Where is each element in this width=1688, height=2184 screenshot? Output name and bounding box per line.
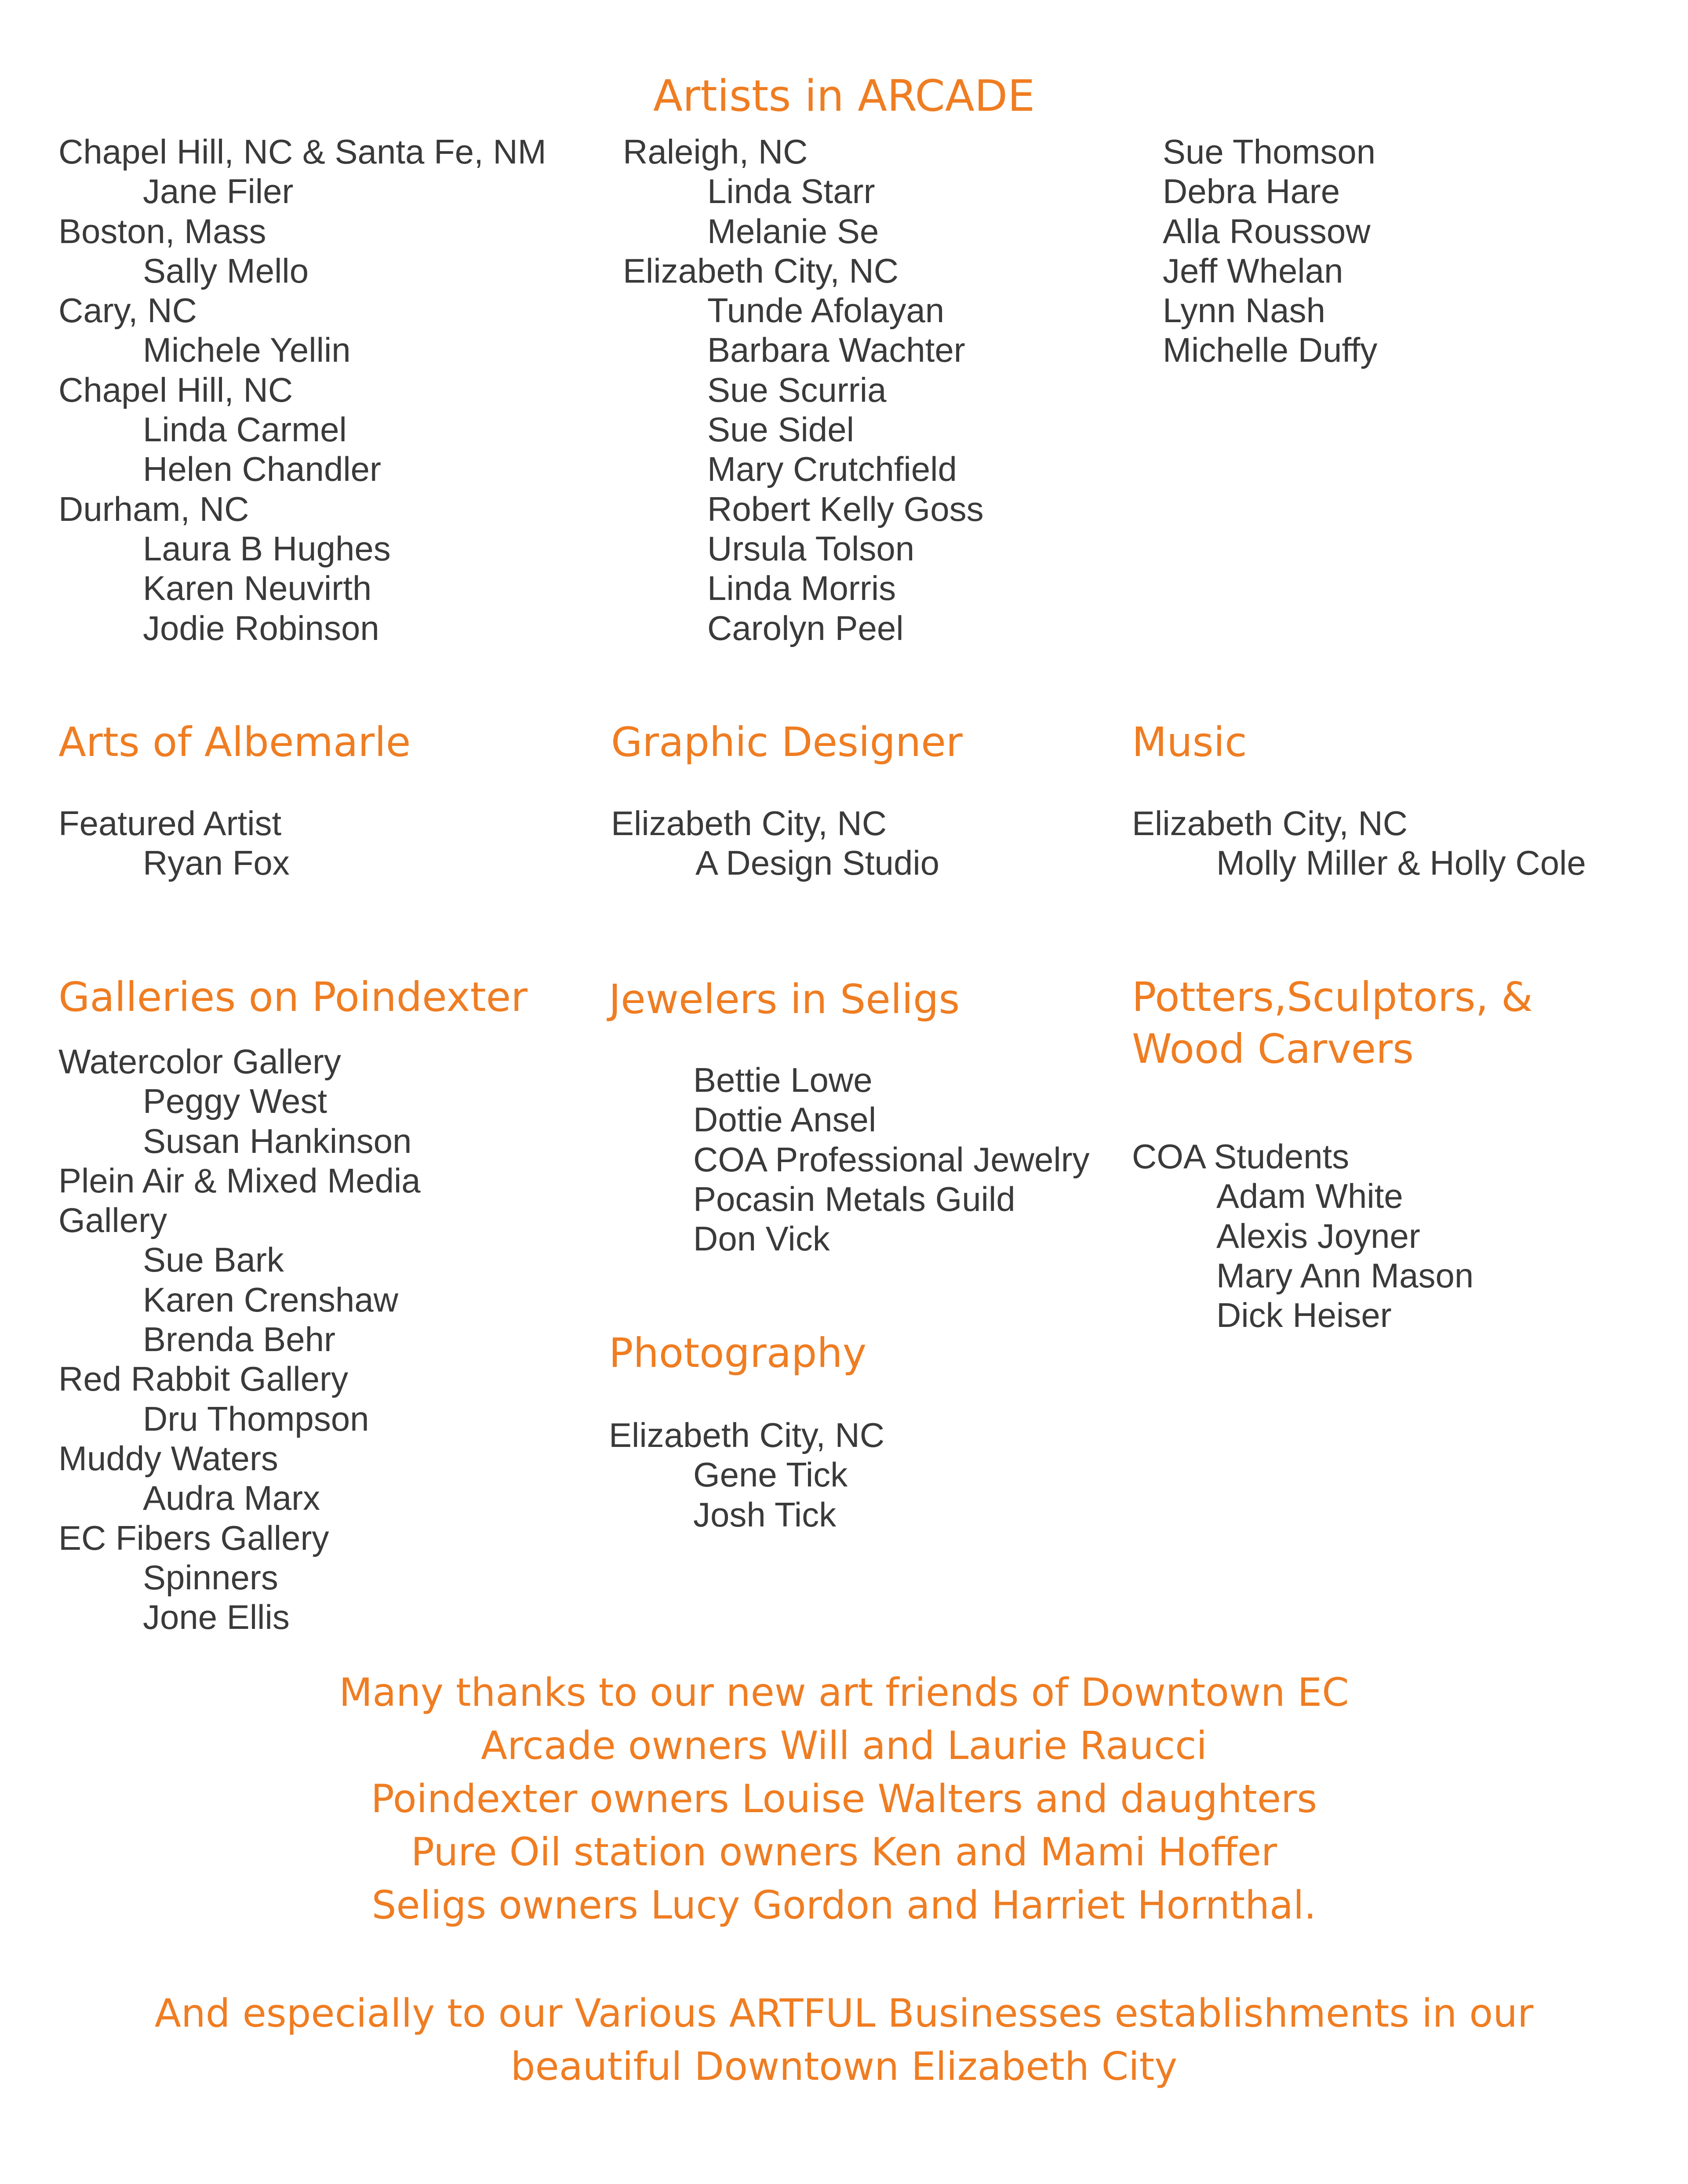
list-item-name: Barbara Wachter bbox=[707, 331, 965, 370]
list-item-name: Sally Mello bbox=[143, 251, 309, 290]
list-item-name: Jodie Robinson bbox=[143, 608, 379, 647]
list-item-heading: Durham, NC bbox=[58, 489, 249, 528]
photography-list bbox=[609, 1415, 884, 1534]
thanks-line: Many thanks to our new art friends of Downtown EC bbox=[339, 1670, 1349, 1715]
list-item-name: Pocasin Metals Guild bbox=[693, 1179, 1015, 1218]
graphic-designer-list bbox=[611, 803, 939, 883]
list-item-name: Adam White bbox=[1216, 1177, 1403, 1216]
list-item-name: Karen Neuvirth bbox=[143, 569, 372, 608]
list-item-name: Bettie Lowe bbox=[693, 1061, 873, 1099]
list-item-name: Peggy West bbox=[143, 1082, 327, 1121]
albemarle-title: Arts of Albemarle bbox=[58, 719, 411, 766]
arcade-list-col3 bbox=[1163, 132, 1377, 370]
list-item-name: Molly Miller & Holly Cole bbox=[1216, 843, 1586, 883]
list-item-heading: Alla Roussow bbox=[1163, 211, 1371, 251]
list-item-heading: EC Fibers Gallery bbox=[58, 1518, 329, 1557]
list-item-heading: Jeff Whelan bbox=[1163, 251, 1343, 290]
list-item-name: Robert Kelly Goss bbox=[707, 489, 984, 528]
list-item-heading: Featured Artist bbox=[58, 804, 282, 843]
list-item-name: Jane Filer bbox=[143, 172, 294, 211]
list-item-heading: Cary, NC bbox=[58, 291, 197, 330]
list-item-name: Tunde Afolayan bbox=[707, 291, 945, 330]
list-item-name: Linda Carmel bbox=[143, 410, 347, 449]
list-item-name: Karen Crenshaw bbox=[143, 1280, 398, 1319]
potters-title-line1: Potters,Sculptors, & bbox=[1132, 974, 1533, 1021]
list-item-name: Mary Crutchfield bbox=[707, 450, 957, 489]
list-item-name: Audra Marx bbox=[143, 1479, 320, 1518]
list-item-name: Helen Chandler bbox=[143, 450, 382, 489]
list-item-name: Dru Thompson bbox=[143, 1399, 369, 1438]
list-item-name: Dottie Ansel bbox=[693, 1100, 877, 1139]
thanks-line: Arcade owners Will and Laurie Raucci bbox=[481, 1723, 1207, 1768]
thanks-line: Pure Oil station owners Ken and Mami Hoffer bbox=[411, 1829, 1277, 1875]
list-item-name: COA Professional Jewelry bbox=[693, 1140, 1090, 1179]
list-item-name: Michele Yellin bbox=[143, 331, 351, 370]
music-title: Music bbox=[1132, 719, 1247, 766]
closing-line: beautiful Downtown Elizabeth City bbox=[510, 2044, 1178, 2089]
thanks-line: Seligs owners Lucy Gordon and Harriet Hornthal. bbox=[371, 1882, 1317, 1928]
photography-title: Photography bbox=[609, 1330, 867, 1377]
list-item-heading: Elizabeth City, NC bbox=[609, 1416, 885, 1454]
list-item-name: Linda Morris bbox=[707, 569, 896, 608]
list-item-heading: Debra Hare bbox=[1163, 172, 1340, 211]
list-item-heading: Red Rabbit Gallery bbox=[58, 1359, 348, 1399]
list-item-heading: Chapel Hill, NC & Santa Fe, NM bbox=[58, 132, 546, 171]
jewelers-title: Jewelers in Seligs bbox=[609, 976, 960, 1023]
list-item-name: Alexis Joyner bbox=[1216, 1216, 1420, 1255]
galleries-title: Galleries on Poindexter bbox=[58, 974, 528, 1021]
albemarle-list bbox=[58, 803, 290, 883]
list-item-heading: Elizabeth City, NC bbox=[623, 251, 899, 290]
list-item-name: Laura B Hughes bbox=[143, 529, 391, 568]
jewelers-list bbox=[609, 1060, 1090, 1258]
list-item-name: Brenda Behr bbox=[143, 1320, 335, 1359]
music-list bbox=[1132, 803, 1586, 883]
list-item-name: Carolyn Peel bbox=[707, 608, 904, 647]
list-item-heading: Sue Thomson bbox=[1163, 132, 1376, 171]
list-item-name: Sue Sidel bbox=[707, 410, 854, 449]
list-item-heading: Michelle Duffy bbox=[1163, 331, 1378, 370]
list-item-name: Don Vick bbox=[693, 1219, 830, 1258]
list-item-name: Melanie Se bbox=[707, 211, 879, 251]
list-item-name: Sue Bark bbox=[143, 1240, 284, 1279]
list-item-heading: Muddy Waters bbox=[58, 1439, 278, 1478]
list-item-name: Sue Scurria bbox=[707, 370, 887, 409]
closing-line: And especially to our Various ARTFUL Businesses establishments in our bbox=[154, 1991, 1534, 2036]
list-item-heading: Elizabeth City, NC bbox=[1132, 804, 1408, 843]
list-item-heading: Plein Air & Mixed Media bbox=[58, 1161, 421, 1200]
list-item-name: Ryan Fox bbox=[143, 843, 290, 883]
list-item-name: Mary Ann Mason bbox=[1216, 1256, 1474, 1295]
list-item-heading: Elizabeth City, NC bbox=[611, 804, 887, 843]
list-item-name: Gene Tick bbox=[693, 1455, 848, 1494]
thanks-line: Poindexter owners Louise Walters and daughters bbox=[371, 1776, 1317, 1821]
list-item-heading: Lynn Nash bbox=[1163, 291, 1326, 330]
arcade-title: Artists in ARCADE bbox=[653, 71, 1035, 121]
arcade-list-col2 bbox=[623, 132, 984, 648]
graphic-designer-title: Graphic Designer bbox=[611, 719, 963, 766]
closing-block bbox=[57, 1987, 1631, 2093]
list-item-heading: Chapel Hill, NC bbox=[58, 370, 293, 409]
galleries-list bbox=[58, 1042, 421, 1637]
list-item-heading: Watercolor Gallery bbox=[58, 1042, 341, 1081]
list-item-name: Spinners bbox=[143, 1558, 278, 1597]
potters-list bbox=[1132, 1137, 1473, 1335]
thanks-block bbox=[57, 1666, 1631, 1932]
list-item-heading: Gallery bbox=[58, 1201, 167, 1240]
list-item-name: Linda Starr bbox=[707, 172, 875, 211]
list-item-heading: Boston, Mass bbox=[58, 211, 266, 251]
list-item-name: Ursula Tolson bbox=[707, 529, 915, 568]
list-item-name: Susan Hankinson bbox=[143, 1121, 412, 1160]
list-item-name: Josh Tick bbox=[693, 1495, 837, 1534]
list-item-name: Dick Heiser bbox=[1216, 1296, 1392, 1335]
potters-title-line2: Wood Carvers bbox=[1132, 1025, 1414, 1072]
list-item-heading: COA Students bbox=[1132, 1137, 1350, 1176]
list-item-name: Jone Ellis bbox=[143, 1598, 290, 1637]
list-item-name: A Design Studio bbox=[695, 843, 940, 883]
arcade-list-col1 bbox=[58, 132, 546, 648]
list-item-heading: Raleigh, NC bbox=[623, 132, 808, 171]
